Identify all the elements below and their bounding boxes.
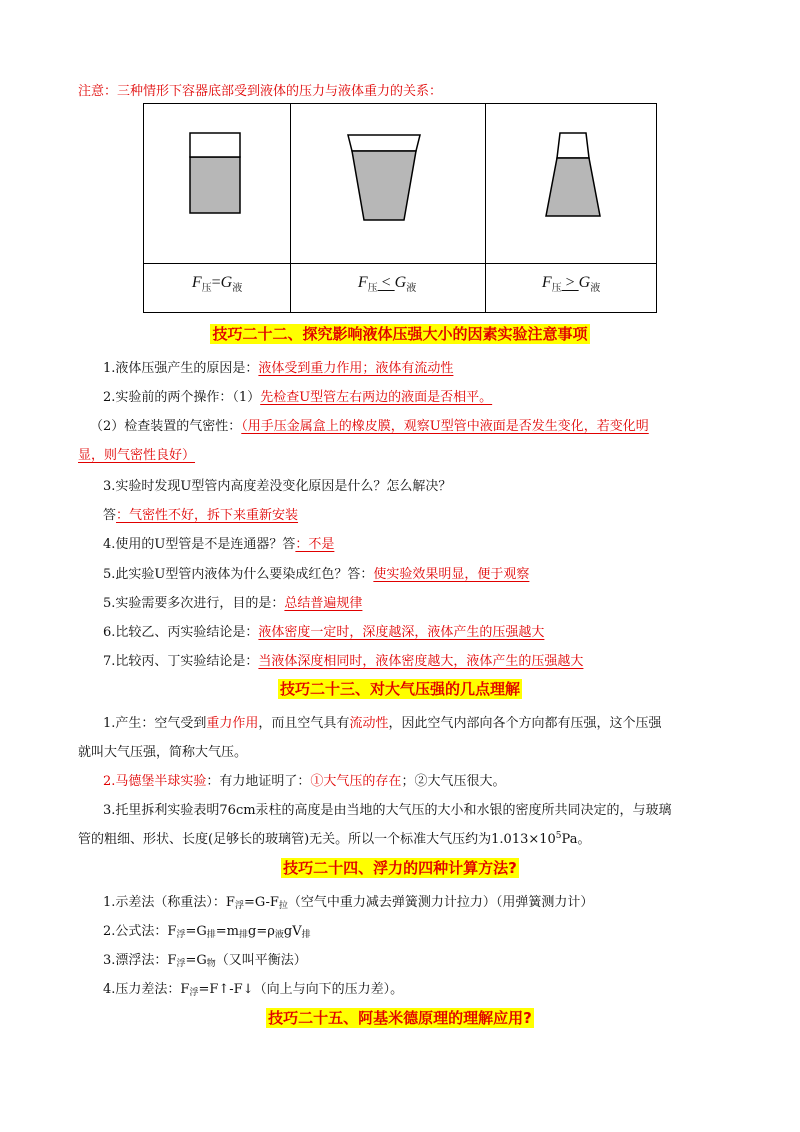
s22-line-2: 2.实验前的两个操作：（1）先检查U型管左右两边的液面是否相平。 [103,390,493,405]
wide-top-container-icon [348,135,420,220]
s22-line-10: 7.比较丙、丁实验结论是：当液体深度相同时，液体密度越大，液体产生的压强越大 [103,654,584,669]
s22-line-3: （2）检查装置的气密性：（用手压金属盒上的橡皮膜，观察U型管中液面是否发生变化，若变化明 [90,419,649,434]
formula-greater: $F_压 > G_液$ [541,274,601,295]
s24-method-1: 1.示差法（称重法）：$F_浮=G-F_拉$（空气中重力减去弹簧测力计拉力）（用弹簧测力计） [103,895,594,911]
s24-method-4: 4.压力差法：$F_浮=F↑-F↓$（向上与向下的压力差）。 [103,982,404,998]
s22-line-3b: 显，则气密性良好） [78,448,196,463]
s23-para-1b: 就叫大气压强，简称大气压。 [78,745,248,760]
s22-line-5: 答：气密性不好，拆下来重新安装 [103,508,299,523]
note-text: 注意：三种情形下容器底部受到液体的压力与液体重力的关系： [78,84,443,99]
section-24-heading: 技巧二十四、浮力的四种计算方法? [283,859,517,877]
s22-line-9: 6.比较乙、丙实验结论是：液体密度一定时，深度越深，液体产生的压强越大 [103,625,545,640]
table-row-divider [144,263,656,264]
s23-para-2: 2.马德堡半球实验：有力地证明了：①大气压的存在；②大气压很大。 [103,774,506,789]
s22-line-8: 5.实验需要多次进行，目的是：总结普遍规律 [103,596,363,611]
s22-line-7: 5.此实验U型管内液体为什么要染成红色？答：使实验效果明显，便于观察 [103,567,530,582]
container-comparison-table [143,103,657,313]
s23-para-3b: 管的粗细、形状、长度(足够长的玻璃管)无关。所以一个标准大气压约为$1.013\times 10^5Pa$。 [78,831,591,847]
s23-para-3a: 3.托里拆利实验表明76cm汞柱的高度是由当地的大气压的大小和水银的密度所共同决定的，与玻璃 [103,803,672,818]
section-23-heading: 技巧二十三、对大气压强的几点理解 [279,680,520,698]
narrow-top-container-icon [546,133,600,216]
straight-container-icon [190,133,240,213]
s22-line-6: 4.使用的U型管是不是连通器？答：不是 [103,537,335,552]
s22-line-4: 3.实验时发现U型管内高度差没变化原因是什么？怎么解决？ [103,479,452,494]
containers-diagram [144,104,656,262]
section-22-heading: 技巧二十二、探究影响液体压强大小的因素实验注意事项 [212,325,588,343]
formula-equal: $F_压=G_液$ [191,274,243,295]
s23-para-1a: 1.产生：空气受到重力作用，而且空气具有流动性，因此空气内部向各个方向都有压强，这个压强 [103,716,662,731]
formula-less: $F_压 < G_液$ [357,274,417,295]
s24-method-3: 3.漂浮法：$F_浮=G_物$（又叫平衡法） [103,953,307,969]
s22-line-1: 1.液体压强产生的原因是：液体受到重力作用；液体有流动性 [103,361,454,376]
s24-method-2: 2.公式法：$F_浮=G_排=m_排g=\rho_液gV_排$ [103,924,311,940]
section-25-heading: 技巧二十五、阿基米德原理的理解应用? [268,1009,532,1027]
